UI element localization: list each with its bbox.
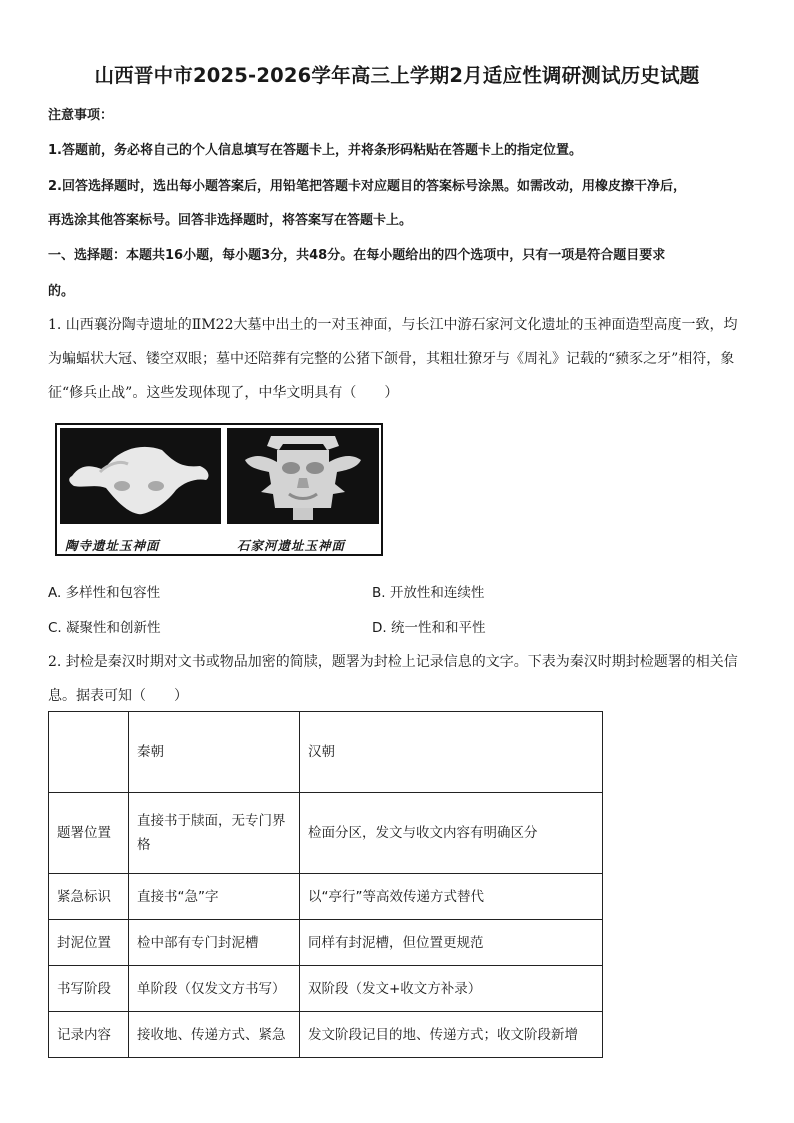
exam-title: 山西晋中市2025-2026学年高三上学期2月适应性调研测试历史试题 (94, 64, 700, 87)
notice-item-2-line-2: 再选涂其他答案标号。回答非选择题时，将答案写在答题卡上。 (48, 213, 413, 228)
table-cell: 紧急标识 (49, 874, 129, 920)
table-cell: 书写阶段 (49, 966, 129, 1012)
section-1-heading-cont: 的。 (48, 284, 75, 299)
table-cell: 直接书于牍面，无专门界格 (129, 793, 300, 874)
question-1-line-3: 征“修兵止战”。这些发现体现了，中华文明具有（ ） (48, 385, 399, 401)
table-cell: 检面分区，发文与收文内容有明确区分 (300, 793, 603, 874)
notice-item-2-line-1: 2.回答选择题时，选出每小题答案后，用铅笔把答题卡对应题目的答案标号涂黑。如需改动，用橡皮擦干净后， (48, 179, 686, 194)
table-cell: 记录内容 (49, 1012, 129, 1058)
notice-heading: 注意事项： (48, 108, 114, 123)
table-cell: 以“亭行”等高效传递方式替代 (300, 874, 603, 920)
table-cell: 发文阶段记目的地、传递方式；收文阶段新增 (300, 1012, 603, 1058)
section-1-heading: 一、选择题：本题共16小题，每小题3分，共48分。在每小题给出的四个选项中，只有一项是符合题目要求 (48, 248, 666, 263)
table-cell: 检中部有专门封泥槽 (129, 920, 300, 966)
table-header-cell: 汉朝 (300, 712, 603, 793)
table-cell: 直接书“急”字 (129, 874, 300, 920)
table-cell: 题署位置 (49, 793, 129, 874)
option-c: C. 凝聚性和创新性 (48, 620, 161, 636)
sealing-label-table (48, 711, 603, 1058)
table-row (49, 793, 603, 874)
table-cell: 双阶段（发文+收文方补录） (300, 966, 603, 1012)
question-2-line-2: 息。据表可知（ ） (48, 688, 188, 704)
table-cell: 同样有封泥槽，但位置更规范 (300, 920, 603, 966)
shijiahe-jade-mask-photo (227, 428, 379, 524)
option-a: A. 多样性和包容性 (48, 585, 161, 601)
question-1-line-1: 1. 山西襄汾陶寺遗址的ⅡM22大墓中出土的一对玉神面，与长江中游石家河文化遗址的玉神面造型高度一致，均 (48, 317, 738, 333)
question-2-line-1: 2. 封检是秦汉时期对文书或物品加密的简牍，题署为封检上记录信息的文字。下表为秦汉时期封检题署的相关信 (48, 654, 738, 670)
table-row (49, 874, 603, 920)
table-header-row (49, 712, 603, 793)
table-cell: 封泥位置 (49, 920, 129, 966)
table-row (49, 1012, 603, 1058)
taosi-jade-mask-photo (60, 428, 221, 524)
jade-mask-figure (55, 423, 383, 556)
table-cell: 接收地、传递方式、紧急 (129, 1012, 300, 1058)
option-b: B. 开放性和连续性 (372, 585, 485, 601)
question-1-line-2: 为蝙蝠状大冠、镂空双眼；墓中还陪葬有完整的公猪下颌骨，其粗壮獠牙与《周礼》记载的“豮豕之牙”相符，象 (48, 351, 735, 367)
table-header-cell (49, 712, 129, 793)
figure-caption-shijiahe: 石家河遗址玉神面 (237, 538, 346, 553)
option-d: D. 统一性和和平性 (372, 620, 486, 636)
figure-caption-taosi: 陶寺遗址玉神面 (65, 538, 160, 553)
notice-item-1: 1.答题前，务必将自己的个人信息填写在答题卡上，并将条形码粘贴在答题卡上的指定位置。 (48, 143, 582, 158)
table-row (49, 966, 603, 1012)
table-cell: 单阶段（仅发文方书写） (129, 966, 300, 1012)
table-row (49, 920, 603, 966)
table-header-cell: 秦朝 (129, 712, 300, 793)
